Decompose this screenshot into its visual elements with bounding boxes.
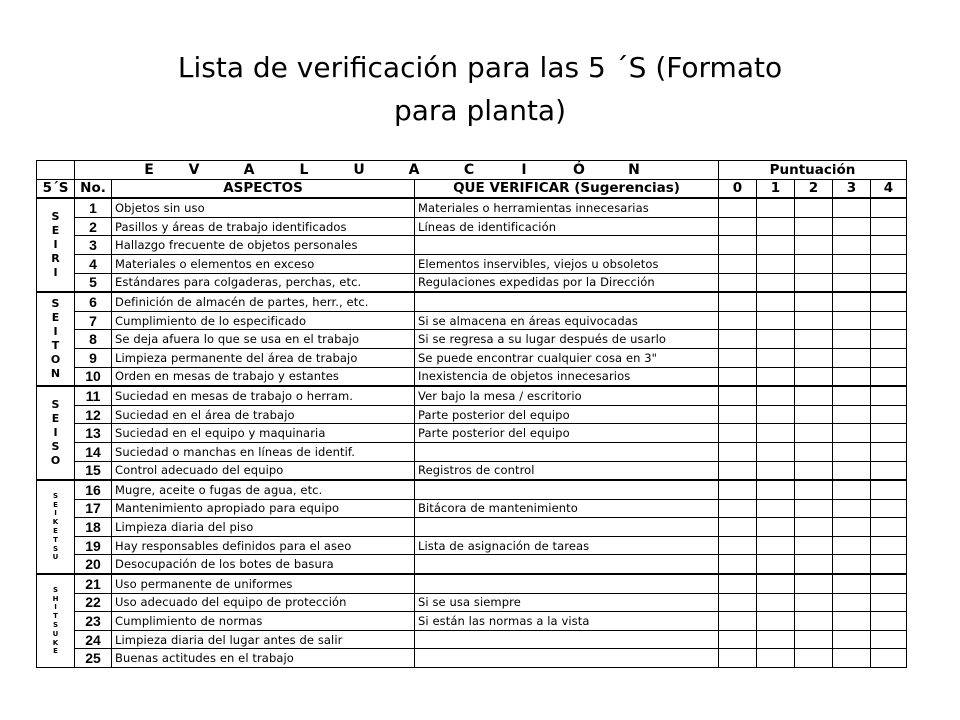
section-letter: I [54, 509, 57, 518]
score-cell-0[interactable] [719, 254, 757, 273]
score-cell-0[interactable] [719, 273, 757, 292]
score-cell-2[interactable] [795, 593, 833, 612]
section-letter: I [53, 266, 58, 280]
evaluation-letter: A [408, 161, 420, 178]
evaluation-letter: L [299, 161, 309, 178]
score-cell-4[interactable] [871, 442, 907, 461]
score-cell-3[interactable] [833, 217, 871, 236]
evaluation-header [75, 161, 719, 180]
item-number: 20 [75, 555, 112, 574]
score-cell-1[interactable] [757, 424, 795, 443]
section-letter: E [51, 224, 60, 238]
verify-cell: Si se almacena en áreas equivocadas [415, 311, 719, 330]
score-3-header: 3 [833, 179, 871, 198]
score-cell-3[interactable] [833, 330, 871, 349]
score-cell-1[interactable] [757, 536, 795, 555]
score-cell-1[interactable] [757, 649, 795, 668]
score-cell-3[interactable] [833, 518, 871, 537]
score-4-header: 4 [871, 179, 907, 198]
aspect-cell: Hallazgo frecuente de objetos personales [112, 236, 415, 255]
item-number: 19 [75, 536, 112, 555]
section-letter: U [52, 553, 59, 562]
table-row [37, 273, 907, 292]
item-number: 10 [75, 367, 112, 386]
score-cell-2[interactable] [795, 649, 833, 668]
aspect-cell: Uso permanente de uniformes [112, 574, 415, 593]
score-cell-1[interactable] [757, 405, 795, 424]
section-label-seiton [37, 292, 75, 386]
aspect-cell: Buenas actitudes en el trabajo [112, 649, 415, 668]
item-number: 18 [75, 518, 112, 537]
aspect-cell: Orden en mesas de trabajo y estantes [112, 367, 415, 386]
aspect-cell: Desocupación de los botes de basura [112, 555, 415, 574]
score-cell-2[interactable] [795, 612, 833, 631]
score-cell-2[interactable] [795, 405, 833, 424]
score-cell-4[interactable] [871, 217, 907, 236]
table-row [37, 198, 907, 217]
section-letter: S [51, 210, 60, 224]
score-cell-0[interactable] [719, 405, 757, 424]
score-cell-3[interactable] [833, 292, 871, 311]
score-cell-4[interactable] [871, 236, 907, 255]
verify-cell: Si están las normas a la vista [415, 612, 719, 631]
score-cell-4[interactable] [871, 574, 907, 593]
aspect-cell: Uso adecuado del equipo de protección [112, 593, 415, 612]
aspect-cell: Limpieza diaria del lugar antes de salir [112, 630, 415, 649]
aspect-cell: Definición de almacén de partes, herr., etc. [112, 292, 415, 311]
score-cell-3[interactable] [833, 198, 871, 217]
table-row [37, 518, 907, 537]
item-number: 6 [75, 292, 112, 311]
table-row [37, 461, 907, 480]
score-cell-1[interactable] [757, 555, 795, 574]
score-cell-4[interactable] [871, 254, 907, 273]
score-cell-2[interactable] [795, 630, 833, 649]
evaluation-letter: I [521, 161, 527, 178]
verify-cell: Regulaciones expedidas por la Dirección [415, 273, 719, 292]
table-row [37, 593, 907, 612]
verify-cell [415, 555, 719, 574]
section-letter: S [51, 398, 60, 412]
item-number: 17 [75, 499, 112, 518]
column-header-row [37, 179, 907, 198]
score-cell-3[interactable] [833, 555, 871, 574]
aspect-cell: Suciedad en el área de trabajo [112, 405, 415, 424]
score-cell-3[interactable] [833, 574, 871, 593]
section-letter: T [53, 612, 58, 621]
table-row [37, 649, 907, 668]
score-header: Puntuación [719, 161, 907, 180]
verify-cell: Si se regresa a su lugar después de usarlo [415, 330, 719, 349]
score-cell-4[interactable] [871, 630, 907, 649]
score-cell-2[interactable] [795, 348, 833, 367]
page-title [100, 46, 860, 132]
col-verify-header: QUE VERIFICAR (Sugerencias) [415, 179, 719, 198]
score-cell-2[interactable] [795, 292, 833, 311]
score-cell-4[interactable] [871, 273, 907, 292]
item-number: 25 [75, 649, 112, 668]
score-cell-3[interactable] [833, 236, 871, 255]
section-letter: E [53, 527, 58, 536]
score-cell-4[interactable] [871, 461, 907, 480]
score-cell-4[interactable] [871, 311, 907, 330]
score-cell-4[interactable] [871, 367, 907, 386]
aspect-cell: Suciedad en mesas de trabajo o herram. [112, 386, 415, 405]
score-cell-2[interactable] [795, 536, 833, 555]
score-cell-0[interactable] [719, 480, 757, 499]
verify-cell: Parte posterior del equipo [415, 424, 719, 443]
verify-cell [415, 292, 719, 311]
verify-cell: Parte posterior del equipo [415, 405, 719, 424]
score-cell-0[interactable] [719, 630, 757, 649]
score-cell-1[interactable] [757, 612, 795, 631]
score-cell-3[interactable] [833, 536, 871, 555]
score-cell-2[interactable] [795, 330, 833, 349]
section-letter: S [51, 297, 60, 311]
table-row [37, 442, 907, 461]
item-number: 7 [75, 311, 112, 330]
score-cell-0[interactable] [719, 217, 757, 236]
score-cell-0[interactable] [719, 499, 757, 518]
table-row [37, 367, 907, 386]
score-cell-3[interactable] [833, 424, 871, 443]
score-cell-2[interactable] [795, 424, 833, 443]
score-cell-0[interactable] [719, 649, 757, 668]
evaluation-letter: U [353, 161, 365, 178]
section-label-seiso [37, 386, 75, 480]
score-cell-4[interactable] [871, 649, 907, 668]
score-cell-4[interactable] [871, 405, 907, 424]
score-cell-2[interactable] [795, 217, 833, 236]
score-cell-3[interactable] [833, 499, 871, 518]
item-number: 14 [75, 442, 112, 461]
score-cell-1[interactable] [757, 330, 795, 349]
score-cell-0[interactable] [719, 311, 757, 330]
title-line-1: Lista de verificación para las 5 ´S (Formato [177, 51, 783, 84]
section-label-seiri [37, 198, 75, 292]
score-cell-1[interactable] [757, 273, 795, 292]
section-letter: S [52, 585, 59, 594]
score-cell-3[interactable] [833, 480, 871, 499]
table-row [37, 292, 907, 311]
score-cell-3[interactable] [833, 254, 871, 273]
item-number: 3 [75, 236, 112, 255]
score-cell-3[interactable] [833, 461, 871, 480]
title-line-2: para planta) [393, 94, 567, 127]
section-letter: I [54, 603, 57, 612]
score-cell-2[interactable] [795, 499, 833, 518]
section-letter: O [50, 454, 61, 468]
table-row [37, 424, 907, 443]
score-cell-1[interactable] [757, 593, 795, 612]
verify-cell: Bitácora de mantenimiento [415, 499, 719, 518]
aspect-cell: Limpieza diaria del piso [112, 518, 415, 537]
aspect-cell: Materiales o elementos en exceso [112, 254, 415, 273]
score-cell-1[interactable] [757, 442, 795, 461]
item-number: 8 [75, 330, 112, 349]
evaluation-letter: Ó [573, 161, 585, 178]
section-letter: I [53, 325, 58, 339]
item-number: 5 [75, 273, 112, 292]
item-number: 22 [75, 593, 112, 612]
score-0-header: 0 [719, 179, 757, 198]
table-row [37, 348, 907, 367]
score-cell-0[interactable] [719, 198, 757, 217]
table-row [37, 574, 907, 593]
table-row [37, 630, 907, 649]
aspect-cell: Cumplimiento de lo especificado [112, 311, 415, 330]
score-cell-1[interactable] [757, 198, 795, 217]
verify-cell [415, 518, 719, 537]
verify-cell: Inexistencia de objetos innecesarios [415, 367, 719, 386]
score-cell-3[interactable] [833, 630, 871, 649]
score-cell-4[interactable] [871, 348, 907, 367]
table-row [37, 217, 907, 236]
score-cell-2[interactable] [795, 574, 833, 593]
score-cell-4[interactable] [871, 499, 907, 518]
aspect-cell: Mugre, aceite o fugas de agua, etc. [112, 480, 415, 499]
score-cell-4[interactable] [871, 536, 907, 555]
verify-cell: Si se usa siempre [415, 593, 719, 612]
verify-cell: Elementos inservibles, viejos u obsoletos [415, 254, 719, 273]
score-cell-3[interactable] [833, 405, 871, 424]
score-cell-2[interactable] [795, 480, 833, 499]
score-cell-1[interactable] [757, 386, 795, 405]
score-cell-1[interactable] [757, 518, 795, 537]
table-row [37, 405, 907, 424]
score-cell-0[interactable] [719, 330, 757, 349]
verify-cell: Ver bajo la mesa / escritorio [415, 386, 719, 405]
item-number: 11 [75, 386, 112, 405]
score-cell-3[interactable] [833, 612, 871, 631]
checklist-table [36, 160, 907, 668]
score-cell-3[interactable] [833, 273, 871, 292]
score-cell-3[interactable] [833, 386, 871, 405]
score-cell-4[interactable] [871, 330, 907, 349]
table-row [37, 236, 907, 255]
score-cell-0[interactable] [719, 348, 757, 367]
score-cell-1[interactable] [757, 480, 795, 499]
table-row [37, 480, 907, 499]
score-cell-0[interactable] [719, 612, 757, 631]
score-cell-2[interactable] [795, 198, 833, 217]
score-cell-1[interactable] [757, 574, 795, 593]
aspect-cell: Objetos sin uso [112, 198, 415, 217]
evaluation-letter: E [144, 161, 154, 178]
item-number: 16 [75, 480, 112, 499]
section-letter: S [52, 544, 59, 553]
score-cell-4[interactable] [871, 555, 907, 574]
score-cell-4[interactable] [871, 593, 907, 612]
score-cell-2[interactable] [795, 367, 833, 386]
section-letter: U [52, 629, 59, 638]
verify-cell: Líneas de identificación [415, 217, 719, 236]
section-letter: H [52, 594, 59, 603]
section-letter: S [52, 491, 59, 500]
col-no-header: No. [75, 179, 112, 198]
score-cell-2[interactable] [795, 555, 833, 574]
score-cell-0[interactable] [719, 574, 757, 593]
item-number: 15 [75, 461, 112, 480]
section-letter: N [50, 367, 61, 381]
score-cell-0[interactable] [719, 536, 757, 555]
aspect-cell: Pasillos y áreas de trabajo identificados [112, 217, 415, 236]
score-cell-1[interactable] [757, 461, 795, 480]
aspect-cell: Limpieza permanente del área de trabajo [112, 348, 415, 367]
item-number: 21 [75, 574, 112, 593]
section-letter: K [52, 638, 59, 647]
score-cell-0[interactable] [719, 236, 757, 255]
section-letter: E [51, 311, 60, 325]
score-cell-3[interactable] [833, 311, 871, 330]
aspect-cell: Hay responsables definidos para el aseo [112, 536, 415, 555]
aspect-cell: Mantenimiento apropiado para equipo [112, 499, 415, 518]
score-cell-1[interactable] [757, 630, 795, 649]
score-cell-2[interactable] [795, 236, 833, 255]
verify-cell [415, 630, 719, 649]
table-row [37, 555, 907, 574]
table-row [37, 499, 907, 518]
aspect-cell: Suciedad o manchas en líneas de identif. [112, 442, 415, 461]
table-row [37, 386, 907, 405]
corner-cell [37, 161, 75, 180]
verify-cell: Se puede encontrar cualquier cosa en 3" [415, 348, 719, 367]
score-cell-2[interactable] [795, 518, 833, 537]
score-cell-1[interactable] [757, 254, 795, 273]
table-row [37, 311, 907, 330]
section-letter: E [53, 500, 58, 509]
score-cell-3[interactable] [833, 367, 871, 386]
score-cell-4[interactable] [871, 518, 907, 537]
score-cell-4[interactable] [871, 612, 907, 631]
item-number: 9 [75, 348, 112, 367]
section-letter: S [51, 440, 60, 454]
score-cell-2[interactable] [795, 254, 833, 273]
score-2-header: 2 [795, 179, 833, 198]
section-letter: E [51, 412, 60, 426]
item-number: 2 [75, 217, 112, 236]
aspect-cell: Suciedad en el equipo y maquinaria [112, 424, 415, 443]
verify-cell: Lista de asignación de tareas [415, 536, 719, 555]
section-letter: I [53, 426, 58, 440]
verify-cell [415, 649, 719, 668]
section-letter: I [53, 238, 58, 252]
score-cell-1[interactable] [757, 292, 795, 311]
score-cell-4[interactable] [871, 198, 907, 217]
section-label-shitsuke [37, 574, 75, 667]
evaluation-letter: N [628, 161, 640, 178]
item-number: 13 [75, 424, 112, 443]
score-cell-1[interactable] [757, 499, 795, 518]
score-cell-0[interactable] [719, 555, 757, 574]
col-5s-header: 5´S [37, 179, 75, 198]
verify-cell: Materiales o herramientas innecesarias [415, 198, 719, 217]
aspect-cell: Control adecuado del equipo [112, 461, 415, 480]
section-letter: T [53, 535, 58, 544]
score-cell-3[interactable] [833, 649, 871, 668]
score-1-header: 1 [757, 179, 795, 198]
evaluation-letter: C [463, 161, 475, 178]
section-letter: K [52, 518, 59, 527]
section-letter: R [51, 252, 60, 266]
verify-cell [415, 574, 719, 593]
score-cell-2[interactable] [795, 273, 833, 292]
evaluation-letter: V [188, 161, 200, 178]
score-cell-0[interactable] [719, 292, 757, 311]
col-aspects-header: ASPECTOS [112, 179, 415, 198]
score-cell-3[interactable] [833, 442, 871, 461]
score-cell-3[interactable] [833, 348, 871, 367]
item-number: 1 [75, 198, 112, 217]
score-cell-3[interactable] [833, 593, 871, 612]
aspect-cell: Cumplimiento de normas [112, 612, 415, 631]
section-letter: O [50, 353, 61, 367]
score-cell-0[interactable] [719, 593, 757, 612]
aspect-cell: Se deja afuera lo que se usa en el trabajo [112, 330, 415, 349]
score-cell-1[interactable] [757, 236, 795, 255]
score-cell-0[interactable] [719, 424, 757, 443]
table-row [37, 536, 907, 555]
score-cell-1[interactable] [757, 348, 795, 367]
score-cell-0[interactable] [719, 386, 757, 405]
score-cell-2[interactable] [795, 461, 833, 480]
score-cell-4[interactable] [871, 292, 907, 311]
score-cell-2[interactable] [795, 442, 833, 461]
score-cell-4[interactable] [871, 480, 907, 499]
table-row [37, 330, 907, 349]
score-cell-0[interactable] [719, 461, 757, 480]
table-row [37, 254, 907, 273]
score-cell-4[interactable] [871, 424, 907, 443]
verify-cell [415, 442, 719, 461]
item-number: 24 [75, 630, 112, 649]
score-cell-1[interactable] [757, 367, 795, 386]
item-number: 4 [75, 254, 112, 273]
score-cell-4[interactable] [871, 386, 907, 405]
section-letter: E [53, 647, 58, 656]
section-letter: S [52, 621, 59, 630]
item-number: 23 [75, 612, 112, 631]
score-cell-2[interactable] [795, 386, 833, 405]
section-label-seiketsu [37, 480, 75, 574]
item-number: 12 [75, 405, 112, 424]
aspect-cell: Estándares para colgaderas, perchas, etc. [112, 273, 415, 292]
section-letter: T [51, 339, 60, 353]
score-cell-2[interactable] [795, 311, 833, 330]
score-cell-1[interactable] [757, 311, 795, 330]
evaluation-header-row [37, 161, 907, 180]
verify-cell [415, 236, 719, 255]
score-cell-0[interactable] [719, 367, 757, 386]
score-cell-0[interactable] [719, 442, 757, 461]
verify-cell: Registros de control [415, 461, 719, 480]
verify-cell [415, 480, 719, 499]
evaluation-letter: A [243, 161, 255, 178]
table-row [37, 612, 907, 631]
score-cell-0[interactable] [719, 518, 757, 537]
score-cell-1[interactable] [757, 217, 795, 236]
